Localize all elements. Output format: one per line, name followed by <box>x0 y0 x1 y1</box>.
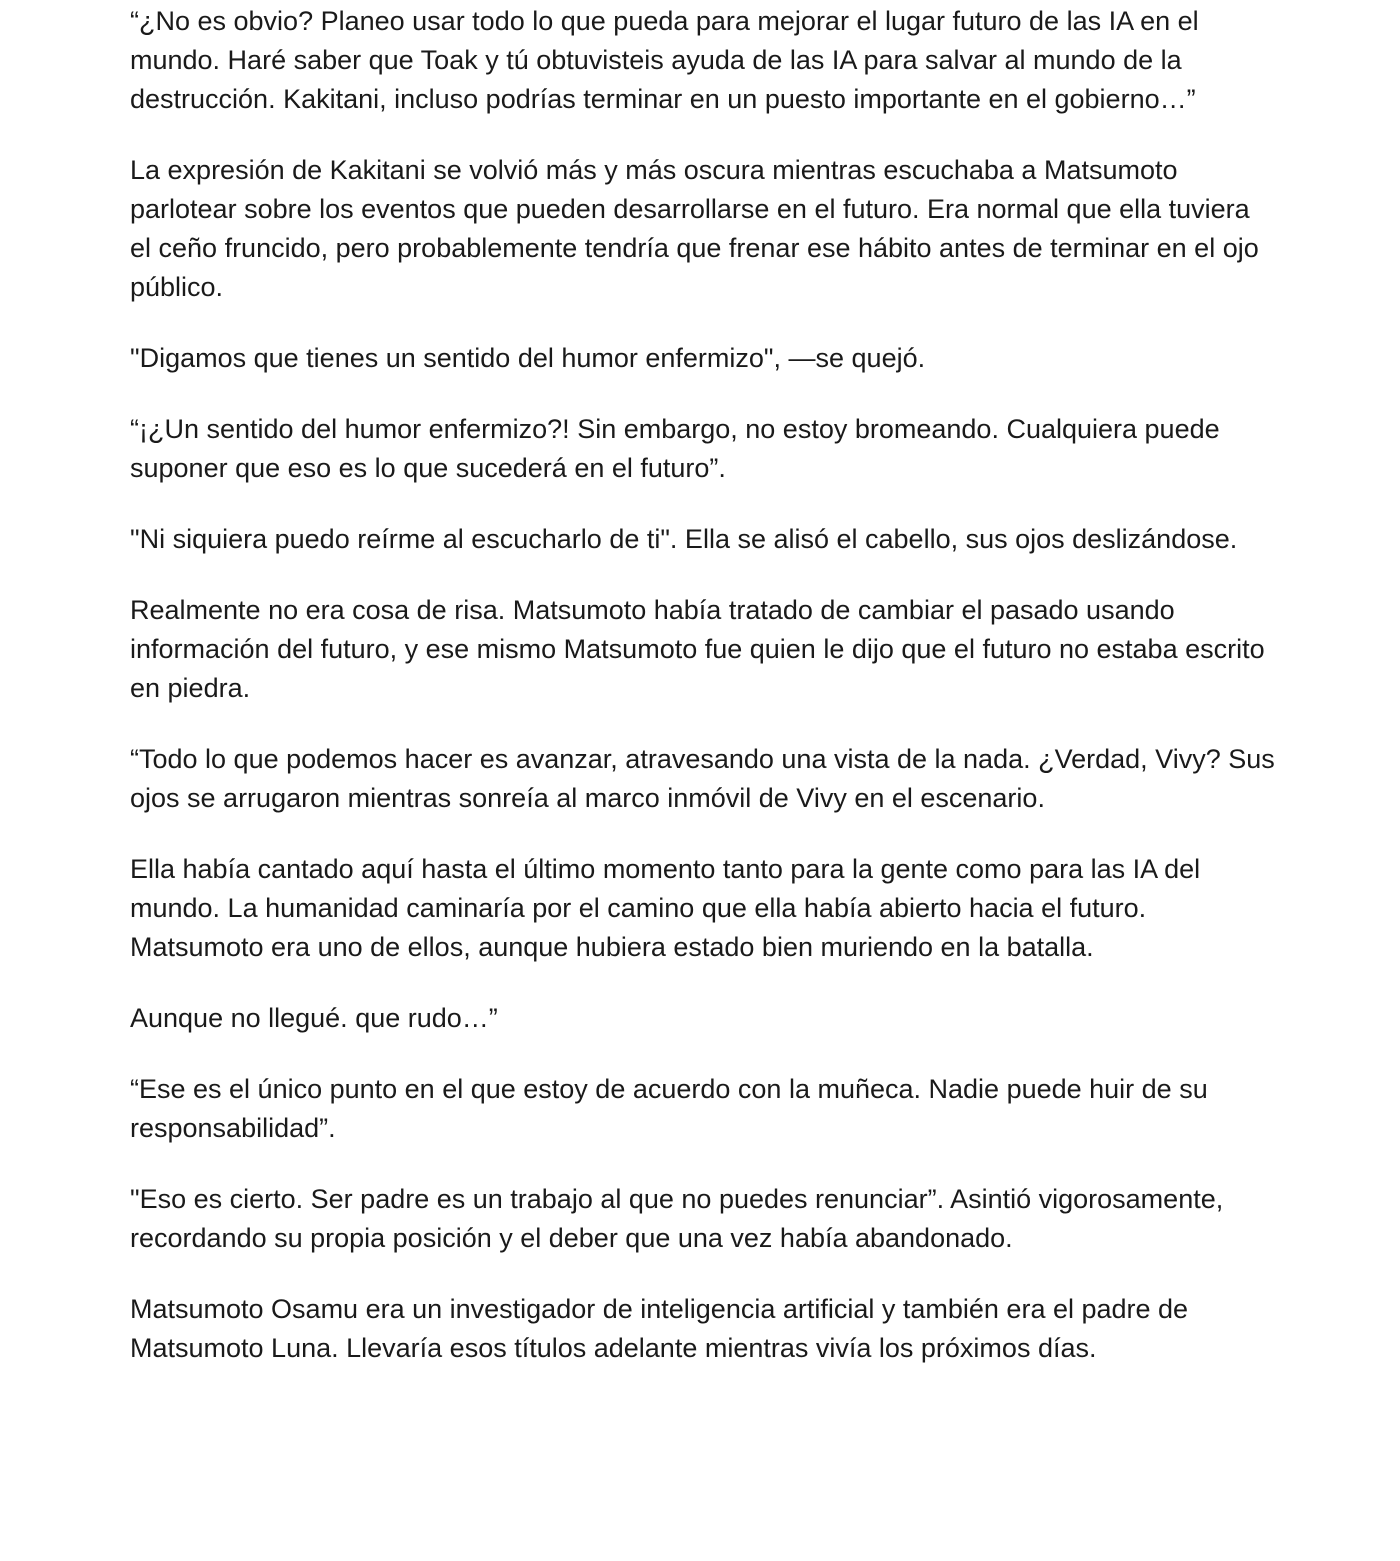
paragraph: “Ese es el único punto en el que estoy de acuerdo con la muñeca. Nadie puede huir de su responsabilidad”. <box>130 1074 1208 1143</box>
paragraph: "Eso es cierto. Ser padre es un trabajo al que no puedes renunciar”. Asintió vigorosamente, recordando su propia posición y el deber que una vez había abandonado. <box>130 1184 1224 1253</box>
paragraph: "Digamos que tienes un sentido del humor enfermizo", —se quejó. <box>130 343 926 373</box>
paragraph: Ella había cantado aquí hasta el último momento tanto para la gente como para las IA del mundo. La humanidad caminaría por el camino que ella había abierto hacia el futuro. Matsumoto era uno de ellos, aunque hubiera estado bien muriendo en la batalla. <box>130 854 1201 962</box>
paragraph: “¡¿Un sentido del humor enfermizo?! Sin embargo, no estoy bromeando. Cualquiera puede suponer que eso es lo que sucederá en el futuro”. <box>130 414 1220 483</box>
paragraph: Aunque no llegué. que rudo…” <box>130 1003 498 1033</box>
document-page <box>130 2 1275 1400</box>
paragraph: La expresión de Kakitani se volvió más y más oscura mientras escuchaba a Matsumoto parlotear sobre los eventos que pueden desarrollarse en el futuro. Era normal que ella tuviera el ceño fruncido, pero probablemente tendría que frenar ese hábito antes de terminar en el ojo público. <box>130 155 1259 302</box>
paragraph: Realmente no era cosa de risa. Matsumoto había tratado de cambiar el pasado usando información del futuro, y ese mismo Matsumoto fue quien le dijo que el futuro no estaba escrito en piedra. <box>130 595 1265 703</box>
paragraph: "Ni siquiera puedo reírme al escucharlo de ti". Ella se alisó el cabello, sus ojos deslizándose. <box>130 524 1238 554</box>
paragraph: Matsumoto Osamu era un investigador de inteligencia artificial y también era el padre de Matsumoto Luna. Llevaría esos títulos adelante mientras vivía los próximos días. <box>130 1294 1189 1363</box>
paragraph: “Todo lo que podemos hacer es avanzar, atravesando una vista de la nada. ¿Verdad, Vivy? Sus ojos se arrugaron mientras sonreía al marco inmóvil de Vivy en el escenario. <box>130 744 1275 813</box>
paragraph: “¿No es obvio? Planeo usar todo lo que pueda para mejorar el lugar futuro de las IA en el mundo. Haré saber que Toak y tú obtuvisteis ayuda de las IA para salvar al mundo de la destrucción. Kakitani, incluso podrías terminar en un puesto importante en el gobierno…” <box>130 6 1199 114</box>
